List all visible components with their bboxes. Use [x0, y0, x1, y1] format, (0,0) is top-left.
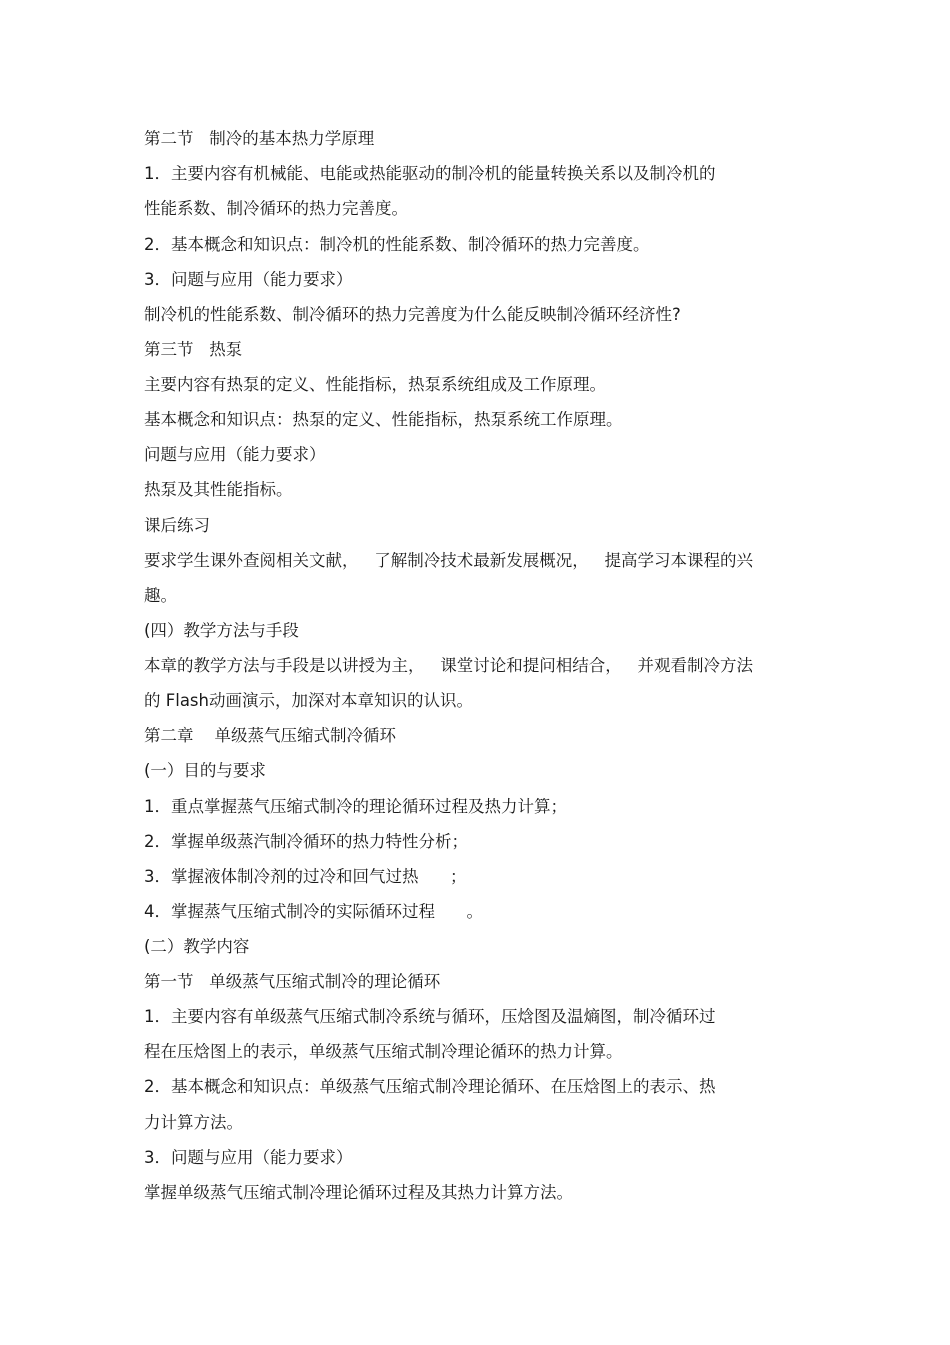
text-line: 掌握单级蒸气压缩式制冷理论循环过程及其热力计算方法。: [144, 1183, 573, 1202]
section-heading-2: 第二节 制冷的基本热力学原理: [144, 129, 375, 148]
text-line: 热泵及其性能指标。: [144, 480, 293, 499]
section-heading-1: 第一节 单级蒸气压缩式制冷的理论循环: [144, 972, 441, 991]
text-line: 基本概念和知识点：热泵的定义、性能指标，热泵系统工作原理。: [144, 410, 623, 429]
text-line: 本章的教学方法与手段是以讲授为主， 课堂讨论和提问相结合， 并观看制冷方法: [144, 656, 753, 675]
text-line: 4．掌握蒸气压缩式制冷的实际循环过程 。: [144, 902, 483, 921]
text-line: 制冷机的性能系数、制冷循环的热力完善度为什么能反映制冷循环经济性?: [144, 305, 681, 324]
subsection-heading: (四）教学方法与手段: [144, 621, 299, 640]
text-line: 3．掌握液体制冷剂的过冷和回气过热 ；: [144, 867, 467, 886]
text-line: 2．掌握单级蒸汽制冷循环的热力特性分析；: [144, 832, 468, 851]
subsection-heading: (二）教学内容: [144, 937, 250, 956]
text-line: 1．主要内容有单级蒸气压缩式制冷系统与循环，压焓图及温熵图，制冷循环过: [144, 1007, 716, 1026]
subsection-heading: (一）目的与要求: [144, 761, 266, 780]
text-line: 主要内容有热泵的定义、性能指标，热泵系统组成及工作原理。: [144, 375, 606, 394]
text-line: 1．重点掌握蒸气压缩式制冷的理论循环过程及热力计算；: [144, 797, 567, 816]
text-line: 问题与应用（能力要求）: [144, 445, 326, 464]
text-line: 趣。: [144, 586, 177, 605]
text-line: 课后练习: [144, 516, 210, 535]
text-line: 的 Flash动画演示，加深对本章知识的认识。: [144, 691, 473, 710]
text-line: 3．问题与应用（能力要求）: [144, 1148, 353, 1167]
text-line: 2．基本概念和知识点：制冷机的性能系数、制冷循环的热力完善度。: [144, 235, 650, 254]
text-line: 要求学生课外查阅相关文献， 了解制冷技术最新发展概况， 提高学习本课程的兴: [144, 551, 753, 570]
section-heading-3: 第三节 热泵: [144, 340, 243, 359]
text-line: 2．基本概念和知识点：单级蒸气压缩式制冷理论循环、在压焓图上的表示、热: [144, 1077, 716, 1096]
text-line: 力计算方法。: [144, 1113, 243, 1132]
text-line: 性能系数、制冷循环的热力完善度。: [144, 199, 408, 218]
text-line: 3．问题与应用（能力要求）: [144, 270, 353, 289]
text-line: 1．主要内容有机械能、电能或热能驱动的制冷机的能量转换关系以及制冷机的: [144, 164, 716, 183]
chapter-heading: 第二章 单级蒸气压缩式制冷循环: [144, 726, 396, 745]
text-line: 程在压焓图上的表示，单级蒸气压缩式制冷理论循环的热力计算。: [144, 1042, 623, 1061]
